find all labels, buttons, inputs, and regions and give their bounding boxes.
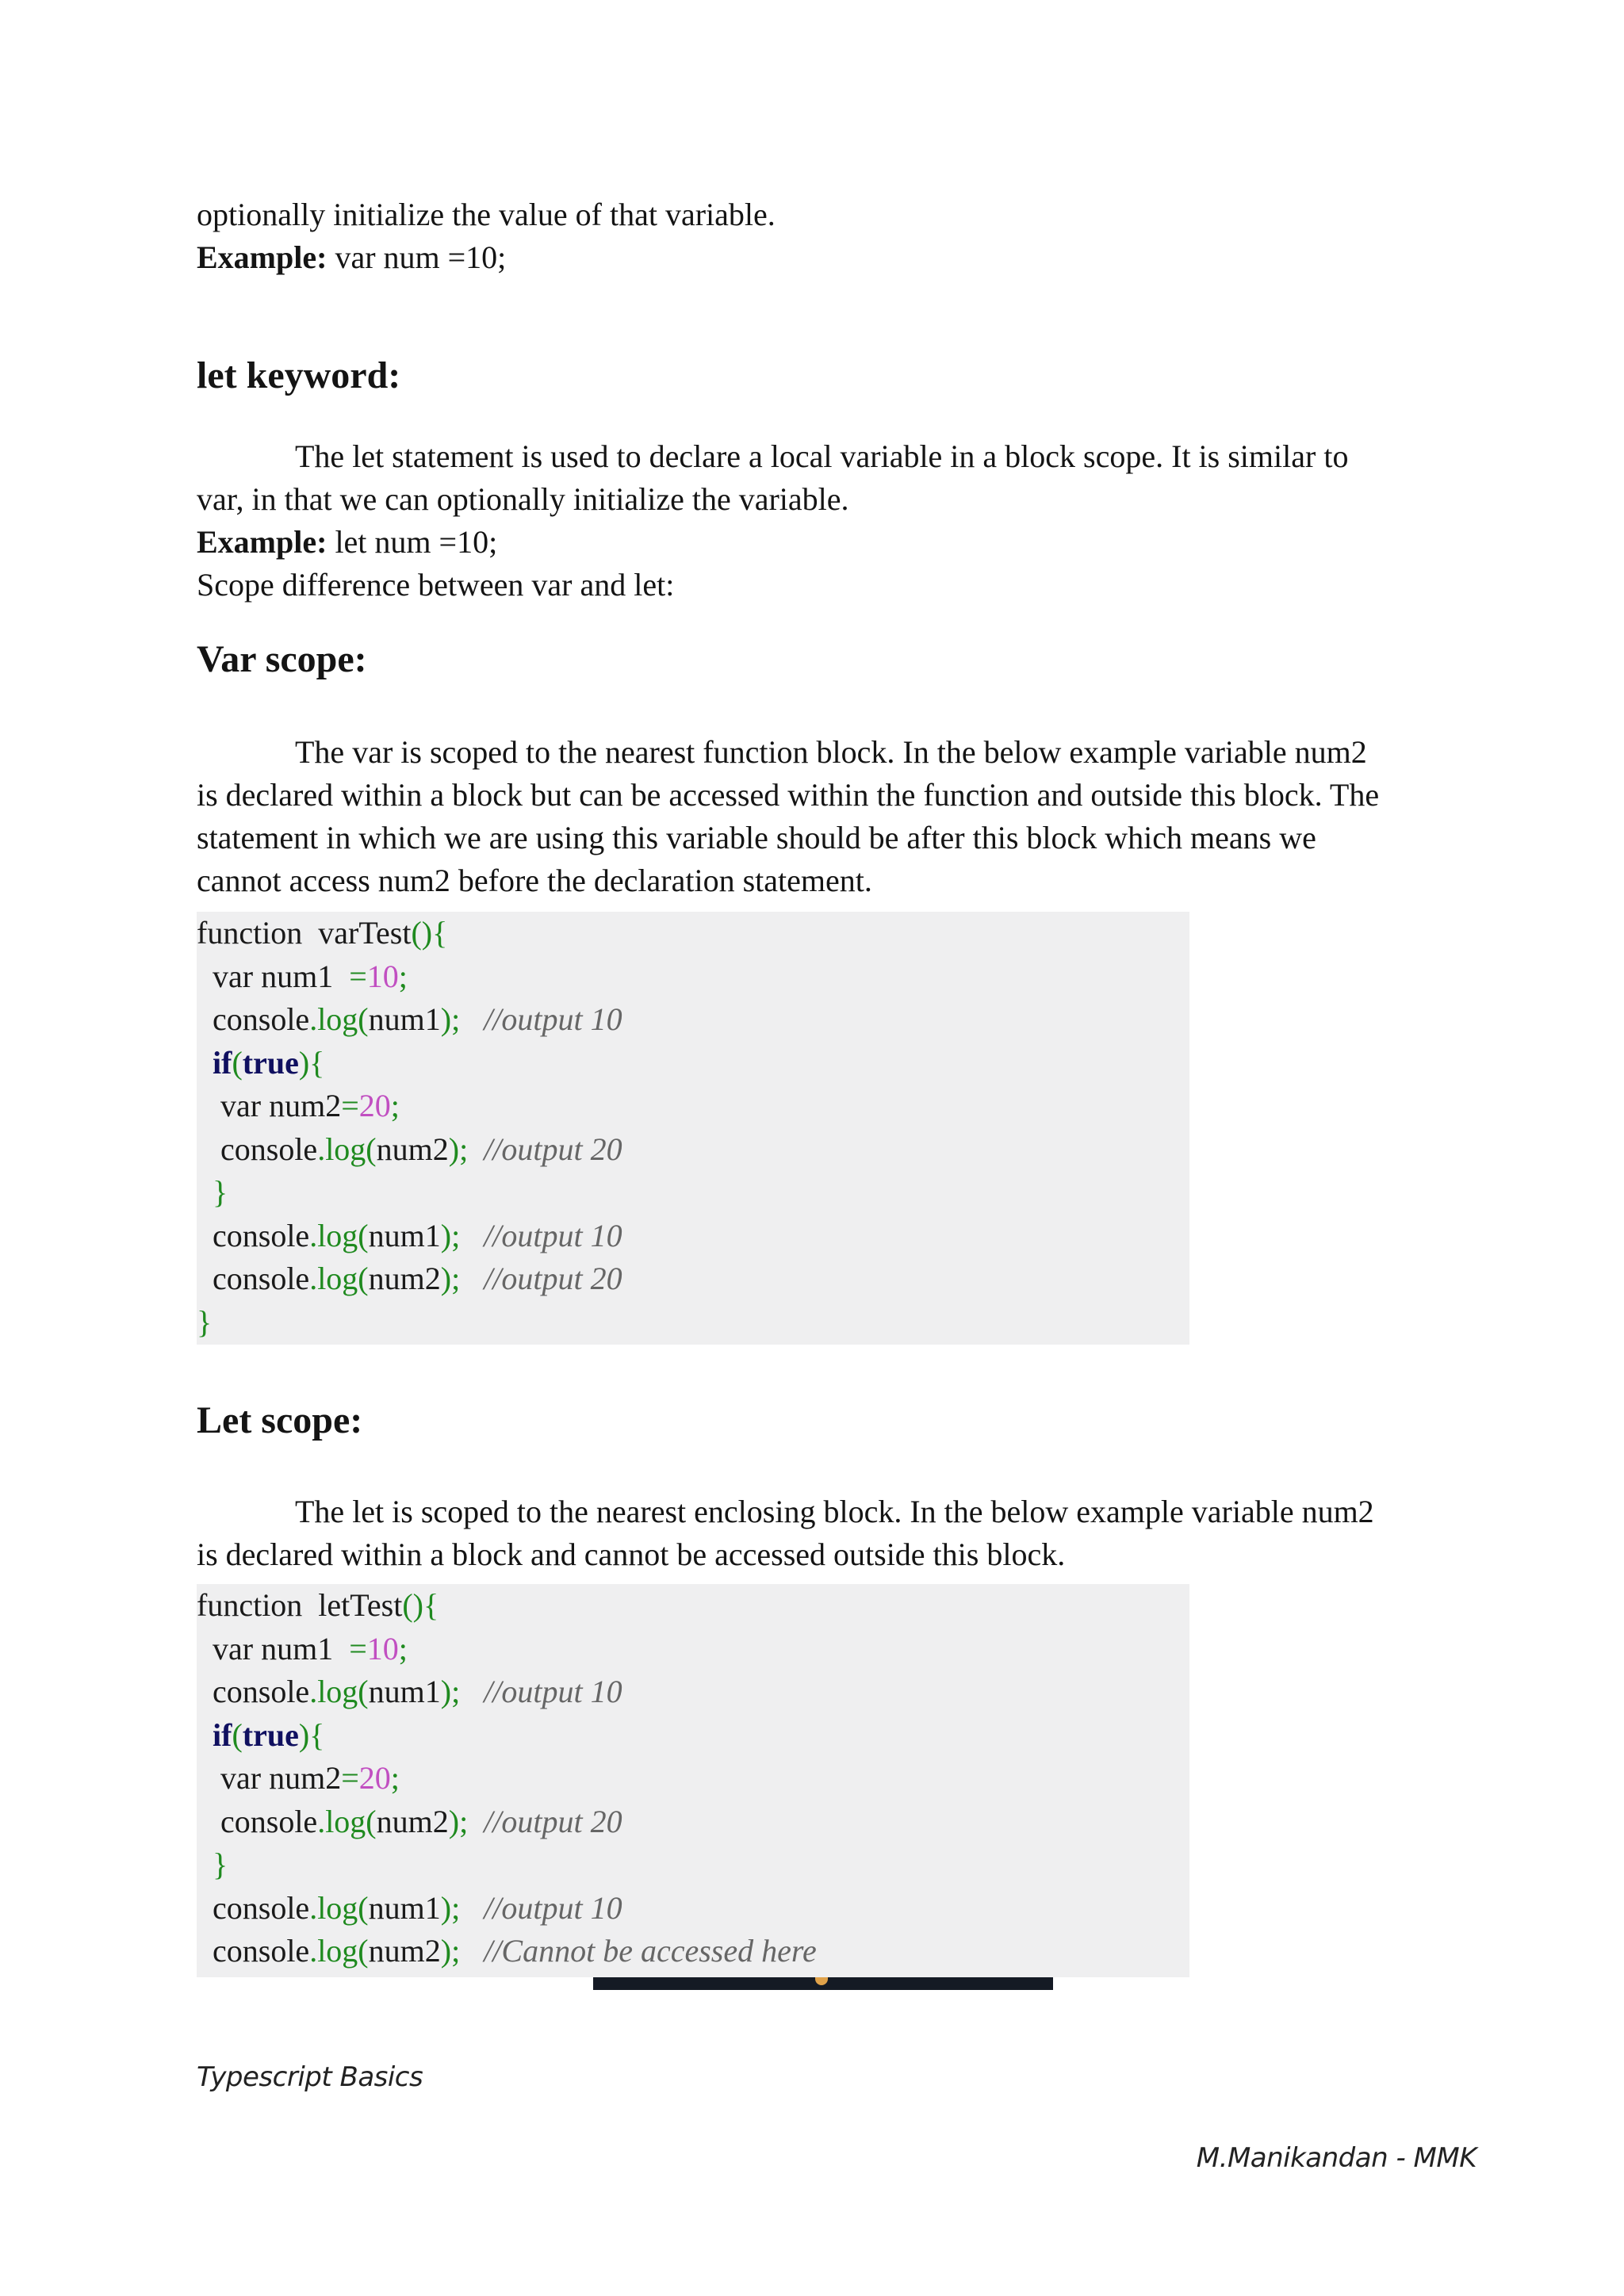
code-token: .log( [309,1674,369,1709]
embedded-image-edge [593,1977,1053,1990]
code-token: num2 [368,1933,441,1969]
footer-title: Typescript Basics [197,2061,423,2093]
paragraph-line: is declared within a block but can be accessed within the function and outside this block. The [197,777,1380,813]
code-token: (){ [402,1587,439,1623]
code-token: //output 20 [484,1131,622,1167]
code-token: num1 [368,1217,441,1253]
code-line [197,1757,1189,1800]
code-token: = [341,1088,359,1123]
example-code: let num =10; [327,524,498,560]
code-token: 10 [366,1630,399,1667]
code-token: //Cannot be accessed here [484,1933,817,1969]
code-token: //output 20 [484,1803,622,1839]
code-token: .log( [317,1131,377,1167]
code-line [197,1257,1189,1301]
code-line [197,1584,1189,1628]
code-token: .log( [309,1217,369,1253]
code-token: num1 [368,1001,441,1037]
code-token: //output 20 [484,1261,622,1296]
code-token: ){ [298,1716,325,1753]
code-token: num2 [376,1131,449,1167]
code-line [197,955,1189,999]
code-token: = [341,1760,359,1796]
example-label: Example: [197,524,327,560]
code-line [197,1887,1189,1931]
code-token: } [197,1846,228,1882]
intro-example [197,236,506,279]
code-token: ); [440,1217,485,1253]
let-scope-heading: Let scope: [197,1399,363,1441]
code-token: } [197,1303,213,1340]
code-token: num1 [368,1889,441,1926]
code-token: ){ [298,1044,325,1081]
code-line [197,1800,1189,1844]
code-token: //output 10 [484,1674,622,1709]
example-label: Example: [197,239,327,275]
code-token: 10 [366,958,399,994]
code-token: console [197,1131,318,1167]
let-keyword-paragraph [197,435,1418,607]
code-token: if [213,1716,232,1753]
example-code: var num =10; [327,239,507,275]
code-token: 20 [358,1760,391,1796]
code-token: console [197,1674,310,1709]
code-line [197,998,1189,1042]
var-scope-heading: Var scope: [197,638,367,680]
code-token: ; [390,1760,400,1796]
code-line [197,1085,1189,1128]
code-line [197,1128,1189,1172]
code-token: //output 10 [484,1001,622,1037]
code-token: function letTest [197,1587,403,1623]
code-line [197,912,1189,955]
code-token: console [197,1217,310,1253]
code-token: true [242,1044,299,1081]
code-token: } [197,1174,228,1210]
paragraph-line: The var is scoped to the nearest function block. In the below example variable num2 [295,734,1367,770]
code-token: var num2 [197,1088,342,1123]
code-token: .log( [309,1889,369,1926]
code-token [197,1045,213,1081]
code-token: ( [232,1716,243,1753]
code-token: .log( [309,1001,369,1037]
paragraph-line: The let is scoped to the nearest enclosing block. In the below example variable num2 [295,1494,1374,1529]
code-token: console [197,1803,318,1839]
code-line [197,1042,1189,1085]
scope-difference-line: Scope difference between var and let: [197,567,675,603]
code-line [197,1171,1189,1215]
code-line [197,1301,1189,1345]
code-token: ); [440,1001,485,1037]
code-token: num2 [376,1803,449,1839]
code-token: console [197,1889,310,1926]
var-scope-paragraph [197,731,1418,902]
let-example [197,521,1418,564]
code-token: if [213,1044,232,1081]
code-token: .log( [309,1261,369,1296]
code-token: console [197,1001,310,1037]
code-token: = [349,1630,367,1667]
code-token: //output 10 [484,1889,622,1926]
footer-author: M.Manikandan - MMK [1196,2142,1477,2174]
code-token: ); [440,1889,485,1926]
code-token: (){ [411,915,448,951]
paragraph-line: var, in that we can optionally initialize the variable. [197,481,849,517]
code-token: var num2 [197,1760,342,1796]
code-line [197,1215,1189,1258]
var-scope-code-block [197,912,1189,1345]
code-line [197,1843,1189,1887]
let-keyword-heading: let keyword: [197,354,401,396]
code-token: //output 10 [484,1217,622,1253]
paragraph-line: statement in which we are using this variable should be after this block which means we [197,820,1316,855]
code-token: ; [398,958,408,994]
code-token: num1 [368,1674,441,1709]
code-token: ); [448,1803,485,1839]
code-token: var num1 [197,1630,350,1667]
code-token: true [242,1716,299,1753]
intro-line: optionally initialize the value of that variable. [197,197,776,232]
code-token: var num1 [197,958,350,994]
code-token: .log( [309,1933,369,1969]
code-token: ( [232,1044,243,1081]
code-token: .log( [317,1803,377,1839]
code-line [197,1930,1189,1973]
code-token: console [197,1261,310,1296]
code-token: = [349,958,367,994]
code-token: ; [398,1630,408,1667]
code-token: function varTest [197,915,412,951]
code-token: ); [440,1674,485,1709]
code-line [197,1628,1189,1671]
code-token: console [197,1933,310,1969]
code-line [197,1670,1189,1714]
code-token: ; [390,1088,400,1123]
code-line [197,1714,1189,1758]
let-scope-paragraph [197,1490,1418,1576]
code-token: ); [440,1261,485,1296]
code-token [197,1717,213,1753]
code-token: num2 [368,1261,441,1296]
paragraph-line: is declared within a block and cannot be accessed outside this block. [197,1536,1066,1572]
code-token: ); [448,1131,485,1167]
paragraph-line: cannot access num2 before the declaration statement. [197,863,872,898]
code-token: 20 [358,1088,391,1123]
let-scope-code-block [197,1584,1189,1977]
code-token: ); [440,1933,485,1969]
paragraph-line: The let statement is used to declare a local variable in a block scope. It is similar to [295,438,1349,474]
